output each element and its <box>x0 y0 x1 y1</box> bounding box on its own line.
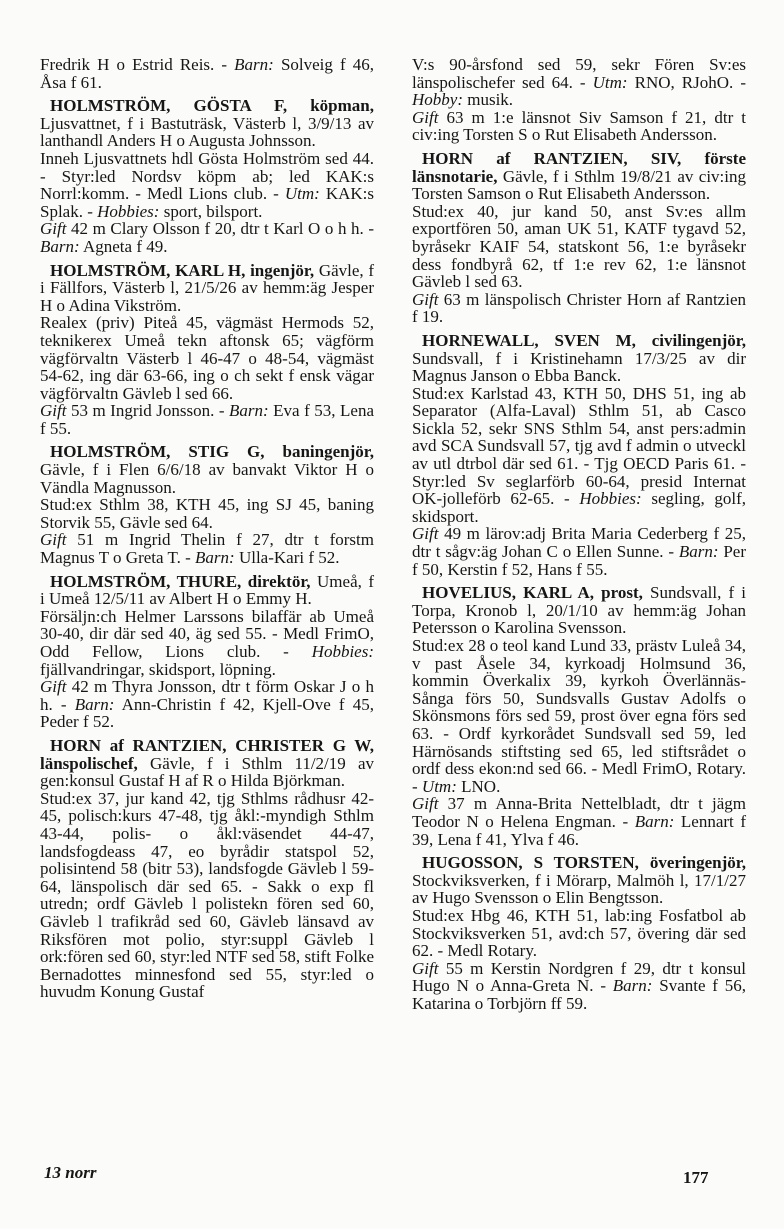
entry-horn-af-rantzien-siv: HORN af RANTZIEN, SIV, förste länsnotarie, Gävle, f i Sthlm 19/8/21 av civ:ing Torsten Samson o Rut Elisabeth Andersson. Stud:ex 40, jur kand 50, anst Sv:es allm exportfören 50, aman UK 51, KATF tygavd 52, byråsekr KAIF 54, statskont 56, 1:e byråsekr dess fondbyrå 62, tf 1:e rev 62, 1:e länsnot Gävleb l sed 63. Gift 63 m länspolisch Christer Horn af Rantzien f 19. <box>412 148 747 327</box>
entry-holmstrom-thure: HOLMSTRÖM, THURE, direktör, Umeå, f i Umeå 12/5/11 av Albert H o Emmy H. Försäljn:ch Helmer Larssons bilaffär ab Umeå 30-40, dir där sed 40, äg sed 55. - Medl FrimO, Odd Fellow, Lions club. - Hobbies: fjällvandringar, skidsport, löpning. Gift 42 m Thyra Jonsson, dtr t förm Oskar J o h h. - Barn: Ann-Christin f 42, Kjell-Ove f 45, Peder f 52. <box>40 571 374 732</box>
entry-occupation: länspolischef, <box>40 753 138 773</box>
entry-hornewall-sven: HORNEWALL, SVEN M, civilingenjör, Sundsvall, f i Kristinehamn 17/3/25 av dir Magnus Janson o Ebba Banck. Stud:ex Karlstad 43, KTH 50, DHS 51, ing ab Separator (Alfa-Laval) Sthlm 51, ab Casco Sickla 52, sekr SNS Sthlm 54, anst pers:admin avd SCA Sundsvall 57, tjg avd f admin o utveckl av utl dtrbol där sed 61. - Tjg OECD Paris 61. - Styr:led Sv seglarförb 60-64, presid Internat OK-jolleförb 62-65. - Hobbies: segling, golf, skidsport. Gift 49 m lärov:adj Brita Maria Cederberg f 25, dtr t sågv:äg Johan C o Ellen Sunne. - Barn: Per f 50, Kerstin f 52, Hans f 55. <box>412 330 747 579</box>
entry-holmstrom-gosta: HOLMSTRÖM, GÖSTA F, köpman, Ljusvattnet, f i Bastuträsk, Västerb l, 3/9/13 av lanthandl Anders H o Augusta Johnsson. Inneh Ljusvattnets hdl Gösta Holmström sed 44. - Styr:led Nordsv köpm ab; led KAK:s Norrl:komm. - Medl Lions club. - Utm: KAK:s Splak. - Hobbies: sport, bilsport. Gift 42 m Clary Olsson f 20, dtr t Karl O o h h. - Barn: Agneta f 49. <box>40 96 375 256</box>
entry-occupation: baningenjör, <box>264 442 374 462</box>
right-column <box>412 56 746 1018</box>
entry-hugosson-torsten: HUGOSSON, S TORSTEN, överingenjör, Stockviksverken, f i Mörarp, Malmöh l, 17/1/27 av Hugo Svensson o Elin Bengtsson. Stud:ex Hbg 46, KTH 51, lab:ing Fosfatbol ab Stockviksverken 51, avd:ch 57, övering där sed 62. - Medl Rotary. Gift 55 m Kerstin Nordgren f 29, dtr t konsul Hugo N o Anna-Greta N. - Barn: Svante f 56, Katarina o Torbjörn ff 59. <box>412 853 746 1013</box>
entry-name: HOLMSTRÖM, GÖSTA F, <box>50 96 288 116</box>
entry-name: HOLMSTRÖM, STIG G, <box>50 442 265 462</box>
entry-continuation: V:s 90-årsfond sed 59, sekr Fören Sv:es länspolischefer sed 64. - Utm: RNO, RJohO. - Hobby: musik. Gift 63 m 1:e länsnot Siv Samson f 21, dtr t civ:ing Torsten S o Rut Elisabeth Andersson. <box>412 55 746 145</box>
entry-occupation: köpman, <box>287 96 375 116</box>
entry-occupation: ingenjör, <box>245 260 315 280</box>
entry-name: HORN af RANTZIEN, CHRISTER G W, <box>50 735 374 755</box>
entry-occupation: förste länsnotarie, <box>412 148 747 186</box>
entry-name: HOLMSTRÖM, THURE, <box>50 571 242 591</box>
left-column <box>40 56 374 1007</box>
entry-name: HUGOSSON, S TORSTEN, <box>422 853 639 873</box>
signature-mark: 13 norr <box>44 1163 97 1182</box>
entry-name: HOVELIUS, KARL A, <box>422 583 595 603</box>
entry-name: HOLMSTRÖM, KARL H, <box>50 260 246 280</box>
entry-occupation: civilingenjör, <box>635 330 746 350</box>
entry-occupation: överingenjör, <box>638 853 746 873</box>
entry-horn-af-rantzien-christer: HORN af RANTZIEN, CHRISTER G W, länspolischef, Gävle, f i Sthlm 11/2/19 av gen:konsul Gustaf H af R o Hilda Björkman. Stud:ex 37, jur kand 42, tjg Sthlms rådhusr 42-45, polisch:kurs 47-48, tjg åkl:-myndigh Sthlm 43-44, polis- o åkl:väsendet 44-47, landsfogdeass 47, eo byrådir statspol 52, polisintend 58 (bitr 53), landsfogde Gävleb l 59-64, länspolisch där sed 65. - Sakk o exp fl utredn; ordf Gävleb l polistekn fören sed 60, Gävleb l trafikråd sed 60, Gävleb länsavd av Riksfören mot polio, styr:suppl Gävleb l ork:fören sed 60, styr:led NTF sed 58, stift Folke Bernadottes minnesfond sed 55, styr:led o huvudm Konung Gustaf <box>40 735 374 1002</box>
entry-holmstrom-stig: HOLMSTRÖM, STIG G, baningenjör, Gävle, f i Flen 6/6/18 av banvakt Viktor H o Vändla Magnusson. Stud:ex Sthlm 38, KTH 45, ing SJ 45, baning Storvik 55, Gävle sed 64. Gift 51 m Ingrid Thelin f 27, dtr t forstm Magnus T o Greta T. - Barn: Ulla-Kari f 52. <box>40 442 374 568</box>
entry-name: HORN af RANTZIEN, SIV, <box>422 148 682 168</box>
entry-occupation: direktör, <box>241 571 311 591</box>
entry-hovelius-karl: HOVELIUS, KARL A, prost, Sundsvall, f i Torpa, Kronob l, 20/1/10 av hemm:äg Johan Petersson o Karolina Svensson. Stud:ex 28 o teol kand Lund 33, prästv Luleå 34, v past Åsele 34, kyrkoadj Holmsund 36, kommin Överkalix 39, kyrkoh Överlännäs-Sånga förs 50, Sundsvalls Gustav Adolfs o Skönsmons förs sed 59, prost över egna förs sed 63. - Ordf kyrkorådet Sundsvall sed 59, led Härnösands stiftsting sed 65, led stiftsrådet o ordf dess ekon:nd sed 66. - Medl FrimO, Rotary. - Utm: LNO. Gift 37 m Anna-Brita Nettelbladt, dtr t jägm Teodor N o Helena Engman. - Barn: Lennart f 39, Lena f 41, Ylva f 46. <box>412 583 746 849</box>
entry-continuation: Fredrik H o Estrid Reis. - Barn: Solveig f 46, Åsa f 61. <box>40 55 374 92</box>
entry-holmstrom-karl: HOLMSTRÖM, KARL H, ingenjör, Gävle, f i Fällfors, Västerb l, 21/5/26 av hemm:äg Jesper H o Adina Vikström. Realex (priv) Piteå 45, vägmäst Hermods 52, teknikerex Umeå tekn aftonsk 65; vägförm vägförvaltn Västerb l 46-47 o 48-54, vägmäst 54-62, ing där 63-66, ing o ch sekt f ensk vägar vägförvaltn Gävleb l sed 66. Gift 53 m Ingrid Jonsson. - Barn: Eva f 53, Lena f 55. <box>40 260 374 438</box>
entry-occupation: prost, <box>594 583 643 603</box>
page-number: 177 <box>683 1168 709 1187</box>
entry-name: HORNEWALL, SVEN M, <box>422 330 636 350</box>
